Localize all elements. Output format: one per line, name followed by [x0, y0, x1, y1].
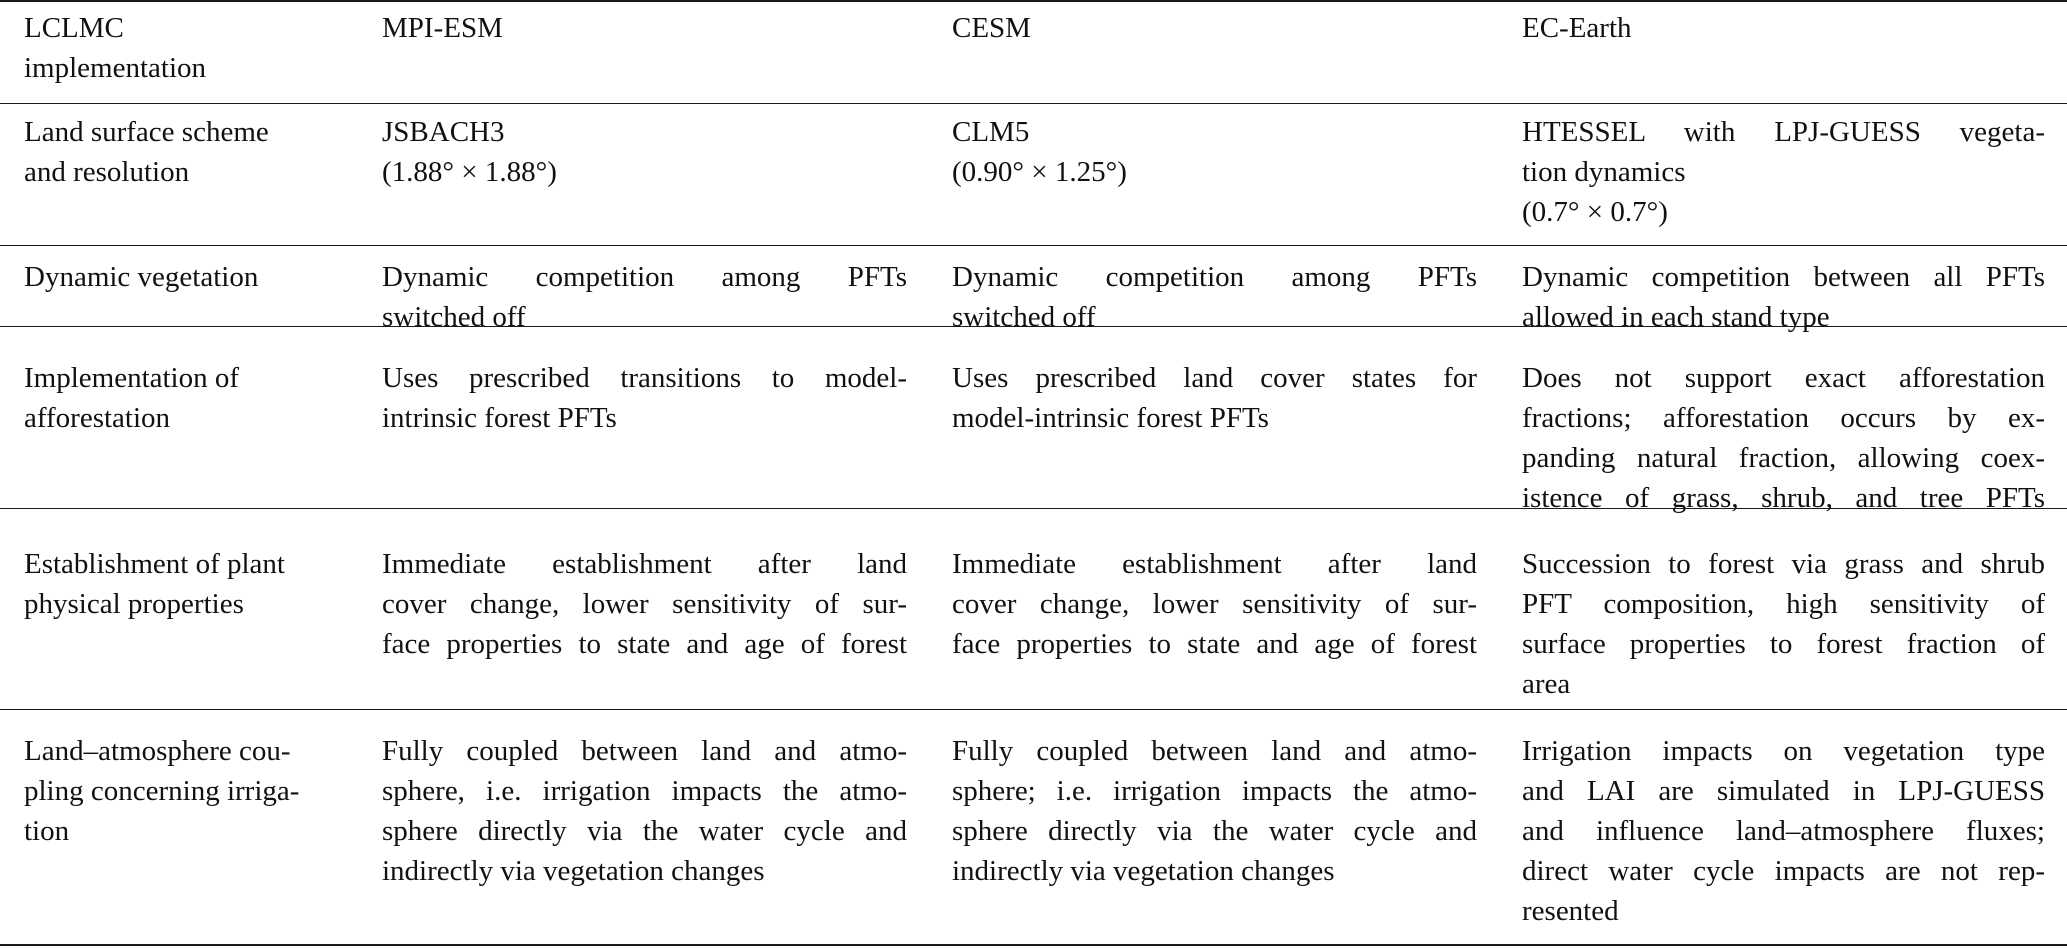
- cell-line: sphere, i.e. irrigation impacts the atmo-: [382, 775, 907, 807]
- row-rule-4: [0, 709, 2067, 710]
- cell-line: (0.7° × 0.7°): [1522, 196, 1668, 228]
- cell-line: Does not support exact afforestation: [1522, 362, 2045, 394]
- cell-ecearth-dynamic-vegetation: [1522, 257, 2045, 337]
- cell-line: Establishment of plant: [24, 548, 285, 580]
- cell-cesm-land-surface: [952, 112, 1477, 192]
- cell-line: direct water cycle impacts are not rep-: [1522, 855, 2045, 887]
- cell-line: Fully coupled between land and atmo-: [382, 735, 907, 767]
- cell-ecearth-afforestation: [1522, 358, 2045, 518]
- cell-line: and influence land–atmosphere fluxes;: [1522, 815, 2045, 847]
- cell-line: area: [1522, 668, 1571, 700]
- cell-line: resented: [1522, 895, 1619, 927]
- bottom-rule: [0, 944, 2067, 946]
- cell-line: face properties to state and age of forest: [382, 628, 907, 660]
- cell-line: sphere directly via the water cycle and: [382, 815, 907, 847]
- cell-line: cover change, lower sensitivity of sur-: [952, 588, 1477, 620]
- cell-mpi-coupling: [382, 731, 907, 891]
- cell-line: physical properties: [24, 588, 244, 620]
- header-mpi-esm: [382, 8, 907, 48]
- header-line: implementation: [24, 52, 207, 84]
- cell-line: sphere directly via the water cycle and: [952, 815, 1477, 847]
- cell-line: Implementation of: [24, 362, 240, 394]
- cell-mpi-dynamic-vegetation: [382, 257, 907, 337]
- header-line: MPI-ESM: [382, 12, 503, 44]
- row-rule-1: [0, 245, 2067, 246]
- cell-line: istence of grass, shrub, and tree PFTs: [1522, 482, 2045, 514]
- cell-line: and resolution: [24, 156, 190, 188]
- row-label-land-surface-scheme: [24, 112, 364, 192]
- cell-line: Immediate establishment after land: [952, 548, 1477, 580]
- cell-mpi-establishment: [382, 544, 907, 664]
- cell-ecearth-coupling: [1522, 731, 2045, 931]
- cell-line: Dynamic competition between all PFTs: [1522, 261, 2045, 293]
- cell-line: tion dynamics: [1522, 156, 1686, 188]
- cell-line: cover change, lower sensitivity of sur-: [382, 588, 907, 620]
- cell-line: face properties to state and age of forest: [952, 628, 1477, 660]
- cell-line: Immediate establishment after land: [382, 548, 907, 580]
- header-cesm: [952, 8, 1477, 48]
- row-label-dynamic-vegetation: [24, 257, 364, 297]
- header-lclmc-implementation: [24, 8, 364, 88]
- header-line: LCLMC: [24, 12, 124, 44]
- row-label-establishment: [24, 544, 364, 624]
- row-label-afforestation: [24, 358, 364, 438]
- row-label-land-atmosphere-coupling: [24, 731, 364, 851]
- cell-line: Land surface scheme: [24, 116, 269, 148]
- cell-line: panding natural fraction, allowing coex-: [1522, 442, 2045, 474]
- cell-cesm-establishment: [952, 544, 1477, 664]
- cell-line: switched off: [382, 301, 526, 333]
- cell-cesm-afforestation: [952, 358, 1477, 438]
- cell-cesm-coupling: [952, 731, 1477, 891]
- cell-line: surface properties to forest fraction of: [1522, 628, 2045, 660]
- cell-line: pling concerning irriga-: [24, 775, 300, 807]
- header-line: CESM: [952, 12, 1031, 44]
- cell-line: (0.90° × 1.25°): [952, 156, 1127, 188]
- cell-line: Land–atmosphere cou-: [24, 735, 291, 767]
- cell-line: and LAI are simulated in LPJ-GUESS: [1522, 775, 2045, 807]
- cell-line: Uses prescribed land cover states for: [952, 362, 1477, 394]
- cell-line: JSBACH3: [382, 116, 505, 148]
- cell-line: PFT composition, high sensitivity of: [1522, 588, 2045, 620]
- top-rule: [0, 0, 2067, 2]
- cell-line: afforestation: [24, 402, 171, 434]
- cell-line: HTESSEL with LPJ-GUESS vegeta-: [1522, 116, 2045, 148]
- cell-line: Dynamic vegetation: [24, 261, 259, 293]
- cell-line: indirectly via vegetation changes: [382, 855, 765, 887]
- cell-line: Dynamic competition among PFTs: [952, 261, 1477, 293]
- cell-line: switched off: [952, 301, 1096, 333]
- cell-line: Succession to forest via grass and shrub: [1522, 548, 2045, 580]
- cell-line: Irrigation impacts on vegetation type: [1522, 735, 2045, 767]
- cell-line: sphere; i.e. irrigation impacts the atmo-: [952, 775, 1477, 807]
- cell-line: indirectly via vegetation changes: [952, 855, 1335, 887]
- cell-line: Uses prescribed transitions to model-: [382, 362, 907, 394]
- cell-ecearth-establishment: [1522, 544, 2045, 704]
- cell-line: tion: [24, 815, 70, 847]
- header-rule: [0, 103, 2067, 104]
- header-line: EC-Earth: [1522, 12, 1632, 44]
- cell-cesm-dynamic-vegetation: [952, 257, 1477, 337]
- cell-line: allowed in each stand type: [1522, 301, 1830, 333]
- cell-mpi-afforestation: [382, 358, 907, 438]
- cell-line: Dynamic competition among PFTs: [382, 261, 907, 293]
- cell-line: Fully coupled between land and atmo-: [952, 735, 1477, 767]
- cell-ecearth-land-surface: [1522, 112, 2045, 232]
- cell-line: (1.88° × 1.88°): [382, 156, 557, 188]
- cell-mpi-land-surface: [382, 112, 907, 192]
- cell-line: fractions; afforestation occurs by ex-: [1522, 402, 2045, 434]
- header-ec-earth: [1522, 8, 2045, 48]
- cell-line: model-intrinsic forest PFTs: [952, 402, 1269, 434]
- cell-line: CLM5: [952, 116, 1030, 148]
- cell-line: intrinsic forest PFTs: [382, 402, 617, 434]
